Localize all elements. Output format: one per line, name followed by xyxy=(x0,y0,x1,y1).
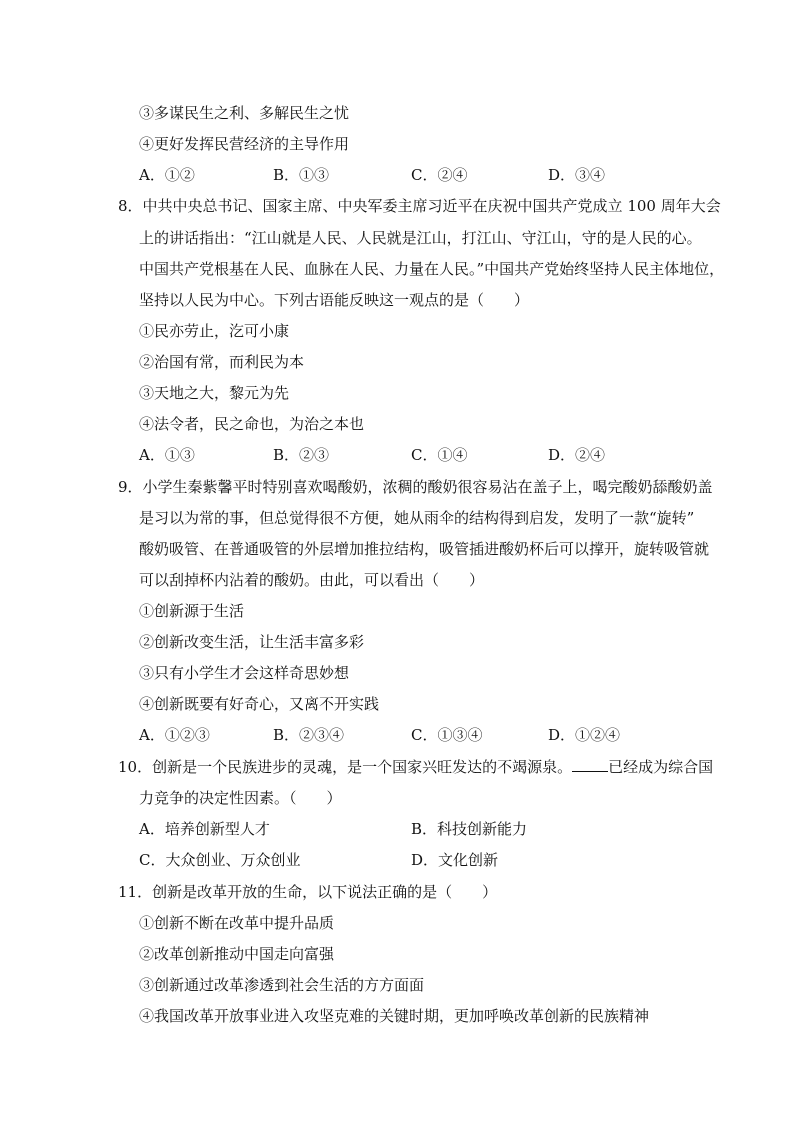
q9-item-4: ④创新既要有好奇心，又离不开实践 xyxy=(139,695,380,713)
q9-item-1: ①创新源于生活 xyxy=(139,602,245,620)
q10-stem-before-blank: 10．创新是一个民族进步的灵魂，是一个国家兴旺发达的不竭源泉。 xyxy=(118,758,573,776)
q7-option-b[interactable]: B．①③ xyxy=(273,166,330,184)
q11-item-1: ①创新不断在改革中提升品质 xyxy=(139,914,335,932)
q9-stem-line-2: 是习以为常的事，但总觉得很不方便，她从雨伞的结构得到启发，发明了一款“旋转” xyxy=(139,509,695,527)
q10-option-c[interactable]: C．大众创业、万众创业 xyxy=(139,851,301,869)
q8-stem-line-3: 中国共产党根基在人民、血脉在人民、力量在人民。”中国共产党始终坚持人民主体地位， xyxy=(139,260,725,278)
q10-option-a[interactable]: A．培养创新型人才 xyxy=(139,820,270,838)
q8-option-c[interactable]: C．①④ xyxy=(411,446,468,464)
q9-item-2: ②创新改变生活，让生活丰富多彩 xyxy=(139,633,365,651)
q8-item-3: ③天地之大，黎元为先 xyxy=(139,384,290,402)
q9-stem-line-1: 9．小学生秦紫馨平时特别喜欢喝酸奶，浓稠的酸奶很容易沾在盖子上，喝完酸奶舔酸奶盖 xyxy=(118,478,713,496)
q11-item-4: ④我国改革开放事业进入攻坚克难的关键时期，更加呼唤改革创新的民族精神 xyxy=(139,1007,650,1025)
q8-option-d[interactable]: D．②④ xyxy=(548,446,606,464)
q8-stem-line-4: 坚持以人民为中心。下列古语能反映这一观点的是（ ） xyxy=(139,291,530,309)
q10-option-b[interactable]: B．科技创新能力 xyxy=(411,820,528,838)
q8-option-a[interactable]: A．①③ xyxy=(139,446,195,464)
q8-item-2: ②治国有常，而利民为本 xyxy=(139,353,305,371)
q8-item-4: ④法令者，民之命也，为治之本也 xyxy=(139,415,365,433)
q10-answer-blank xyxy=(572,757,608,772)
q10-option-d[interactable]: D．文化创新 xyxy=(411,851,499,869)
q10-stem-line-1 xyxy=(118,757,713,777)
q7-item-4: ④更好发挥民营经济的主导作用 xyxy=(139,135,350,153)
q9-option-c[interactable]: C．①③④ xyxy=(411,726,483,744)
q9-item-3: ③只有小学生才会这样奇思妙想 xyxy=(139,664,350,682)
q9-option-b[interactable]: B．②③④ xyxy=(273,726,345,744)
q9-option-d[interactable]: D．①②④ xyxy=(548,726,621,744)
q11-stem: 11．创新是改革开放的生命，以下说法正确的是（ ） xyxy=(118,883,498,901)
q9-option-a[interactable]: A．①②③ xyxy=(139,726,210,744)
q8-item-1: ①民亦劳止，汔可小康 xyxy=(139,322,290,340)
q7-item-3: ③多谋民生之利、多解民生之忧 xyxy=(139,104,350,122)
q7-option-d[interactable]: D．③④ xyxy=(548,166,606,184)
q7-option-c[interactable]: C．②④ xyxy=(411,166,468,184)
q8-stem-line-1: 8．中共中央总书记、国家主席、中央军委主席习近平在庆祝中国共产党成立 100 周年大会 xyxy=(118,197,721,215)
q8-stem-line-2: 上的讲话指出：“江山就是人民、人民就是江山，打江山、守江山，守的是人民的心。 xyxy=(139,229,702,247)
q10-stem-line-2: 力竞争的决定性因素。（ ） xyxy=(139,789,342,807)
q11-item-3: ③创新通过改革渗透到社会生活的方方面面 xyxy=(139,976,425,994)
q9-stem-line-4: 可以刮掉杯内沾着的酸奶。由此，可以看出（ ） xyxy=(139,571,485,589)
q9-stem-line-3: 酸奶吸管、在普通吸管的外层增加推拉结构，吸管插进酸奶杯后可以撑开，旋转吸管就 xyxy=(139,540,710,558)
q11-item-2: ②改革创新推动中国走向富强 xyxy=(139,945,335,963)
q10-stem-after-blank: 已经成为综合国 xyxy=(608,758,714,776)
q7-option-a[interactable]: A．①② xyxy=(139,166,195,184)
q8-option-b[interactable]: B．②③ xyxy=(273,446,330,464)
